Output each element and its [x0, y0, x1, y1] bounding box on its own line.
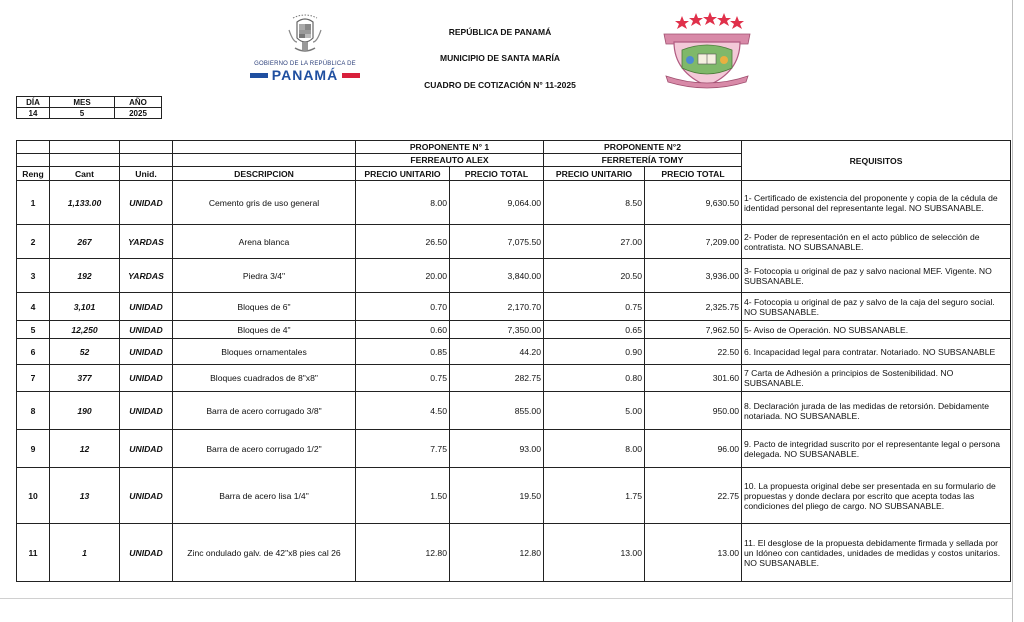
row-precio-total-2: 301.60: [645, 365, 742, 392]
document-title-municipality: MUNICIPIO DE SANTA MARÍA: [440, 53, 560, 63]
quotation-table: [16, 140, 1011, 582]
proponent-2-name: FERRETERÍA TOMY: [544, 154, 742, 167]
row-precio-unitario-2: 1.75: [544, 468, 645, 524]
table-row: [17, 468, 1011, 524]
header-blank-cell: [120, 154, 173, 167]
row-unid: YARDAS: [120, 225, 173, 259]
row-cant: 12,250: [50, 321, 120, 339]
row-precio-total-1: 855.00: [450, 392, 544, 430]
row-precio-total-2: 7,962.50: [645, 321, 742, 339]
row-reng: 5: [17, 321, 50, 339]
row-precio-total-2: 96.00: [645, 430, 742, 468]
header-blank-cell: [50, 141, 120, 154]
row-cant: 1: [50, 524, 120, 582]
row-precio-total-1: 2,170.70: [450, 293, 544, 321]
column-header-cant: Cant: [50, 167, 120, 181]
row-precio-unitario-1: 7.75: [356, 430, 450, 468]
municipality-seal: [660, 10, 754, 92]
row-requisito: 9. Pacto de integridad suscrito por el representante legal o persona delegada. NO SUBSANABLE.: [742, 430, 1011, 468]
row-precio-total-1: 12.80: [450, 524, 544, 582]
row-precio-unitario-2: 8.50: [544, 181, 645, 225]
proponent-1-label: PROPONENTE N° 1: [356, 141, 544, 154]
document-title-quotation: CUADRO DE COTIZACIÓN N° 11-2025: [424, 80, 576, 90]
row-precio-total-2: 22.50: [645, 339, 742, 365]
row-precio-total-2: 950.00: [645, 392, 742, 430]
row-precio-unitario-1: 26.50: [356, 225, 450, 259]
flag-bar-blue: [250, 73, 268, 78]
flag-bar-red: [342, 73, 360, 78]
government-line: GOBIERNO DE LA REPÚBLICA DE: [254, 61, 356, 67]
proponent-1-name: FERREAUTO ALEX: [356, 154, 544, 167]
row-requisito: 6. Incapacidad legal para contratar. Notariado. NO SUBSANABLE: [742, 339, 1011, 365]
row-precio-unitario-1: 8.00: [356, 181, 450, 225]
header-blank-cell: [120, 141, 173, 154]
row-precio-unitario-1: 0.60: [356, 321, 450, 339]
row-precio-unitario-2: 0.75: [544, 293, 645, 321]
row-descripcion: Zinc ondulado galv. de 42"x8 pies cal 26: [173, 524, 356, 582]
date-label-month: MES: [50, 97, 115, 108]
row-precio-total-2: 3,936.00: [645, 259, 742, 293]
page-bottom-edge: [0, 598, 1012, 599]
date-value-year: 2025: [115, 108, 162, 119]
row-cant: 267: [50, 225, 120, 259]
row-precio-unitario-2: 0.90: [544, 339, 645, 365]
row-cant: 192: [50, 259, 120, 293]
row-precio-total-2: 9,630.50: [645, 181, 742, 225]
row-unid: UNIDAD: [120, 365, 173, 392]
row-descripcion: Piedra 3/4": [173, 259, 356, 293]
row-precio-unitario-2: 20.50: [544, 259, 645, 293]
row-unid: UNIDAD: [120, 181, 173, 225]
date-value-day: 14: [17, 108, 50, 119]
row-cant: 52: [50, 339, 120, 365]
row-requisito: 5- Aviso de Operación. NO SUBSANABLE.: [742, 321, 1011, 339]
proponent-2-label: PROPONENTE N°2: [544, 141, 742, 154]
row-precio-total-1: 44.20: [450, 339, 544, 365]
row-precio-total-2: 2,325.75: [645, 293, 742, 321]
row-cant: 3,101: [50, 293, 120, 321]
row-unid: YARDAS: [120, 259, 173, 293]
table-row: [17, 524, 1011, 582]
municipality-seal-icon: [660, 10, 754, 92]
row-cant: 190: [50, 392, 120, 430]
column-header-precio-total-2: PRECIO TOTAL: [645, 167, 742, 181]
row-precio-total-1: 19.50: [450, 468, 544, 524]
row-cant: 377: [50, 365, 120, 392]
column-header-precio-unitario-2: PRECIO UNITARIO: [544, 167, 645, 181]
date-box: [16, 96, 162, 119]
table-row: [17, 259, 1011, 293]
row-descripcion: Bloques cuadrados de 8"x8": [173, 365, 356, 392]
table-row: [17, 293, 1011, 321]
row-descripcion: Bloques de 4": [173, 321, 356, 339]
date-value-month: 5: [50, 108, 115, 119]
row-unid: UNIDAD: [120, 524, 173, 582]
row-precio-unitario-1: 0.70: [356, 293, 450, 321]
column-header-precio-total-1: PRECIO TOTAL: [450, 167, 544, 181]
column-header-descripcion: DESCRIPCION: [173, 167, 356, 181]
row-unid: UNIDAD: [120, 468, 173, 524]
row-unid: UNIDAD: [120, 430, 173, 468]
header-blank-cell: [50, 154, 120, 167]
row-precio-unitario-1: 1.50: [356, 468, 450, 524]
row-descripcion: Arena blanca: [173, 225, 356, 259]
table-row: [17, 181, 1011, 225]
table-row: [17, 392, 1011, 430]
date-label-day: DÍA: [17, 97, 50, 108]
row-precio-unitario-2: 27.00: [544, 225, 645, 259]
row-precio-unitario-1: 0.75: [356, 365, 450, 392]
row-unid: UNIDAD: [120, 321, 173, 339]
row-unid: UNIDAD: [120, 392, 173, 430]
row-requisito: 7 Carta de Adhesión a principios de Sostenibilidad. NO SUBSANABLE.: [742, 365, 1011, 392]
column-header-precio-unitario-1: PRECIO UNITARIO: [356, 167, 450, 181]
page-edge: [1012, 0, 1013, 622]
row-requisito: 8. Declaración jurada de las medidas de retorsión. Debidamente notariada. NO SUBSANABLE.: [742, 392, 1011, 430]
row-precio-total-1: 7,075.50: [450, 225, 544, 259]
row-cant: 13: [50, 468, 120, 524]
row-precio-total-2: 13.00: [645, 524, 742, 582]
row-reng: 3: [17, 259, 50, 293]
table-row: [17, 430, 1011, 468]
row-reng: 2: [17, 225, 50, 259]
row-requisito: 10. La propuesta original debe ser presentada en su formulario de propuestas y donde declara por escrito que acepta todas las condiciones del pliego de cargo. NO SUBSANABLE.: [742, 468, 1011, 524]
table-row: [17, 225, 1011, 259]
row-requisito: 4- Fotocopia u original de paz y salvo de la caja del seguro social. NO SUBSANABLE.: [742, 293, 1011, 321]
government-logo: [250, 12, 360, 92]
government-brand-text: PANAMÁ: [271, 67, 339, 83]
row-reng: 10: [17, 468, 50, 524]
row-precio-unitario-2: 5.00: [544, 392, 645, 430]
row-descripcion: Bloques ornamentales: [173, 339, 356, 365]
requisitos-header: REQUISITOS: [742, 141, 1011, 181]
header-blank-cell: [173, 141, 356, 154]
row-descripcion: Barra de acero lisa 1/4": [173, 468, 356, 524]
row-precio-unitario-1: 0.85: [356, 339, 450, 365]
header-blank-cell: [173, 154, 356, 167]
row-precio-unitario-2: 8.00: [544, 430, 645, 468]
row-descripcion: Bloques de 6": [173, 293, 356, 321]
row-cant: 12: [50, 430, 120, 468]
date-label-year: AÑO: [115, 97, 162, 108]
row-precio-total-1: 282.75: [450, 365, 544, 392]
row-descripcion: Barra de acero corrugado 3/8": [173, 392, 356, 430]
table-row: [17, 321, 1011, 339]
row-precio-unitario-1: 4.50: [356, 392, 450, 430]
row-reng: 9: [17, 430, 50, 468]
row-cant: 1,133.00: [50, 181, 120, 225]
government-brand: [250, 67, 360, 83]
row-precio-unitario-2: 0.65: [544, 321, 645, 339]
row-precio-total-1: 93.00: [450, 430, 544, 468]
row-reng: 6: [17, 339, 50, 365]
table-row: [17, 339, 1011, 365]
column-header-reng: Reng: [17, 167, 50, 181]
document-title-republic: REPÚBLICA DE PANAMÁ: [448, 27, 552, 37]
header-blank-cell: [17, 154, 50, 167]
row-reng: 4: [17, 293, 50, 321]
row-descripcion: Cemento gris de uso general: [173, 181, 356, 225]
table-row: [17, 365, 1011, 392]
row-reng: 11: [17, 524, 50, 582]
row-requisito: 3- Fotocopia u original de paz y salvo nacional MEF. Vigente. NO SUBSANABLE.: [742, 259, 1011, 293]
row-reng: 8: [17, 392, 50, 430]
row-precio-total-1: 7,350.00: [450, 321, 544, 339]
row-precio-unitario-1: 20.00: [356, 259, 450, 293]
row-reng: 1: [17, 181, 50, 225]
column-header-unid: Unid.: [120, 167, 173, 181]
row-precio-total-2: 7,209.00: [645, 225, 742, 259]
row-unid: UNIDAD: [120, 339, 173, 365]
row-precio-unitario-2: 0.80: [544, 365, 645, 392]
row-requisito: 1- Certificado de existencia del proponente y copia de la cédula de identidad personal del representante legal. NO SUBSANABLE.: [742, 181, 1011, 225]
row-requisito: 2- Poder de representación en el acto público de selección de contratista. NO SUBSANABLE.: [742, 225, 1011, 259]
coat-of-arms-icon: [283, 12, 327, 60]
row-requisito: 11. El desglose de la propuesta debidamente firmada y sellada por un Idóneo con cantidades, unidades de medidas y costos unitarios. NO SUBSANABLE.: [742, 524, 1011, 582]
row-descripcion: Barra de acero corrugado 1/2": [173, 430, 356, 468]
header-blank-cell: [17, 141, 50, 154]
row-precio-total-1: 3,840.00: [450, 259, 544, 293]
row-precio-total-1: 9,064.00: [450, 181, 544, 225]
row-precio-unitario-2: 13.00: [544, 524, 645, 582]
row-unid: UNIDAD: [120, 293, 173, 321]
row-precio-unitario-1: 12.80: [356, 524, 450, 582]
row-reng: 7: [17, 365, 50, 392]
row-precio-total-2: 22.75: [645, 468, 742, 524]
